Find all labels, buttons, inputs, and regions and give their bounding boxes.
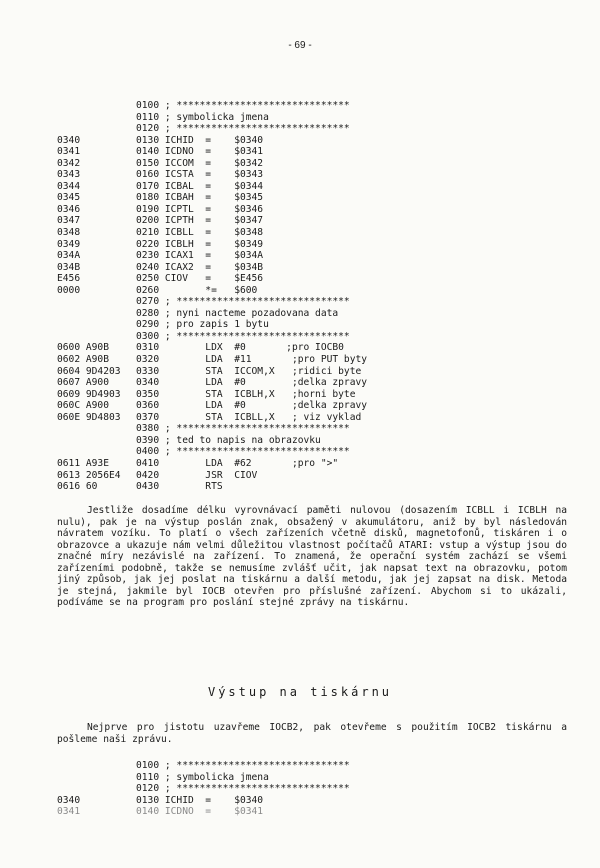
code-line <box>57 331 367 343</box>
code-line <box>57 285 367 297</box>
page-number: - 69 - <box>288 40 312 51</box>
code-source: 0320 LDA #11 ;pro PUT byty <box>136 354 368 366</box>
code-source: 0120 ; ****************************** <box>136 123 350 135</box>
code-source: 0130 ICHID = $0340 <box>136 134 264 146</box>
code-address: 0000 <box>57 284 81 296</box>
code-line <box>57 470 367 482</box>
code-source: 0250 CIOV = $E456 <box>136 273 264 285</box>
code-source: 0400 ; ****************************** <box>136 446 350 458</box>
body-text <box>57 505 567 609</box>
code-address: 0341 <box>57 146 81 158</box>
code-line <box>57 760 350 772</box>
code-source: 0150 ICCOM = $0342 <box>136 157 264 169</box>
code-line <box>57 273 367 285</box>
code-line <box>57 795 350 807</box>
code-source: 0100 ; ****************************** <box>136 100 350 111</box>
code-source: 0290 ; pro zapis 1 bytu <box>136 319 269 331</box>
code-address: 060C A900 <box>57 400 109 412</box>
code-line <box>57 169 367 181</box>
code-source: 0380 ; ****************************** <box>136 423 350 435</box>
code-line <box>57 342 367 354</box>
code-source: 0370 STA ICBLL,X ; viz vyklad <box>136 411 362 423</box>
code-source: 0220 ICBLH = $0349 <box>136 238 264 250</box>
code-source: 0280 ; nyni nacteme pozadovana data <box>136 307 339 319</box>
code-source: 0330 STA ICCOM,X ;ridici byte <box>136 365 362 377</box>
code-address: 0346 <box>57 203 81 215</box>
code-source: 0140 ICDNO = $0341 <box>136 146 264 158</box>
code-line <box>57 250 367 262</box>
code-line <box>57 481 367 493</box>
code-line <box>57 458 367 470</box>
code-line <box>57 239 367 251</box>
code-source: 0200 ICPTH = $0347 <box>136 215 264 227</box>
code-address: 0342 <box>57 157 81 169</box>
code-source: 0110 ; symbolicka jmena <box>136 771 269 783</box>
code-line <box>57 377 367 389</box>
code-address: 0604 9D4203 <box>57 365 121 377</box>
code-address: E456 <box>57 273 81 285</box>
code-address: 0348 <box>57 227 81 239</box>
code-source: 0110 ; symbolicka jmena <box>136 111 269 123</box>
code-line <box>57 158 367 170</box>
code-address: 0345 <box>57 192 81 204</box>
code-line <box>57 215 367 227</box>
code-source: 0240 ICAX2 = $034B <box>136 261 264 273</box>
code-source: 0410 LDA #62 ;pro ">" <box>136 457 339 469</box>
code-address: 0344 <box>57 180 81 192</box>
code-source: 0340 LDA #0 ;delka zpravy <box>136 377 368 389</box>
code-source: 0210 ICBLL = $0348 <box>136 227 264 239</box>
code-source: 0180 ICBAH = $0345 <box>136 192 264 204</box>
body-text-2 <box>57 722 567 745</box>
code-source: 0160 ICSTA = $0343 <box>136 169 264 181</box>
code-address: 0343 <box>57 169 81 181</box>
code-address: 034B <box>57 261 81 273</box>
code-address: 0609 9D4903 <box>57 388 121 400</box>
code-source: 0100 ; ****************************** <box>136 760 350 771</box>
code-line <box>57 204 367 216</box>
code-address: 060E 9D4803 <box>57 411 121 423</box>
code-line <box>57 135 367 147</box>
code-line <box>57 112 367 124</box>
code-address: 0611 A93E <box>57 457 109 469</box>
code-address: 0616 60 <box>57 481 98 493</box>
code-source: 0260 *= $600 <box>136 284 258 296</box>
code-address: 0600 A90B <box>57 342 109 354</box>
code-line <box>57 354 367 366</box>
code-address: 0349 <box>57 238 81 250</box>
code-line <box>57 389 367 401</box>
code-address: 0341 <box>57 806 81 818</box>
code-line <box>57 783 350 795</box>
section-heading: Výstup na tiskárnu <box>207 685 393 699</box>
code-line <box>57 423 367 435</box>
code-line <box>57 192 367 204</box>
code-address: 0602 A90B <box>57 354 109 366</box>
code-address: 0347 <box>57 215 81 227</box>
code-address: 0607 A900 <box>57 377 109 389</box>
code-source: 0190 ICPTL = $0346 <box>136 203 264 215</box>
code-source: 0130 ICHID = $0340 <box>136 794 264 806</box>
code-line <box>57 262 367 274</box>
code-line <box>57 123 367 135</box>
code-listing-1 <box>57 100 367 493</box>
code-source: 0270 ; ****************************** <box>136 296 350 308</box>
code-line <box>57 146 367 158</box>
code-listing-2 <box>57 760 350 818</box>
code-line <box>57 806 350 818</box>
code-address: 0340 <box>57 134 81 146</box>
paragraph-2: Nejprve pro jistotu uzavřeme IOCB2, pak otevřeme s použitím IOCB2 tiskárnu a pošleme naši zprávu. <box>57 722 567 745</box>
code-source: 0390 ; ted to napis na obrazovku <box>136 434 321 446</box>
code-source: 0170 ICBAL = $0344 <box>136 180 264 192</box>
code-line <box>57 296 367 308</box>
code-source: 0350 STA ICBLH,X ;horni byte <box>136 388 356 400</box>
code-source: 0300 ; ****************************** <box>136 330 350 342</box>
code-line <box>57 446 367 458</box>
code-source: 0420 JSR CIOV <box>136 469 258 481</box>
code-line <box>57 412 367 424</box>
code-source: 0310 LDX #0 ;pro IOCB0 <box>136 342 344 354</box>
code-source: 0120 ; ****************************** <box>136 783 350 795</box>
code-line <box>57 308 367 320</box>
code-address: 034A <box>57 250 81 262</box>
code-source: 0360 LDA #0 ;delka zpravy <box>136 400 368 412</box>
code-line <box>57 100 367 112</box>
code-address: 0340 <box>57 794 81 806</box>
code-line <box>57 227 367 239</box>
code-line <box>57 435 367 447</box>
code-source: 0230 ICAX1 = $034A <box>136 250 264 262</box>
code-line <box>57 772 350 784</box>
code-line <box>57 181 367 193</box>
paragraph-1: Jestliže dosadíme délku vyrovnávací paměti nulovou (dosazením ICBLL i ICBLH na nulu), pak je na výstup poslán znak, obsažený v akumulátoru, aniž by byl následován návratem vozíku. To platí o všech zařízeních včetně disků, magnetofonů, tiskáren i o obrazovce a ukazuje nám velmi důležitou vlastnost počítačů ATARI: vstup a výstup jsou do značné míry nezávislé na zařízení. To znamená, že operační systém zachází se všemi zařízeními podobně, takže se nemusíme zvlášť učit, jak napsat text na obrazovku, potom jiný způsob, jak jej poslat na tiskárnu a další metodu, jak jej zapsat na disk. Metoda je stejná, jakmile byl IOCB otevřen pro příslušné zařízení. Abychom si to ukázali, podíváme se na program pro poslání stejné zprávy na tiskárnu. <box>57 505 567 608</box>
code-source: 0140 ICDNO = $0341 <box>136 806 264 818</box>
code-line <box>57 400 367 412</box>
code-line <box>57 319 367 331</box>
code-line <box>57 366 367 378</box>
code-source: 0430 RTS <box>136 481 223 493</box>
code-address: 0613 2056E4 <box>57 469 121 481</box>
